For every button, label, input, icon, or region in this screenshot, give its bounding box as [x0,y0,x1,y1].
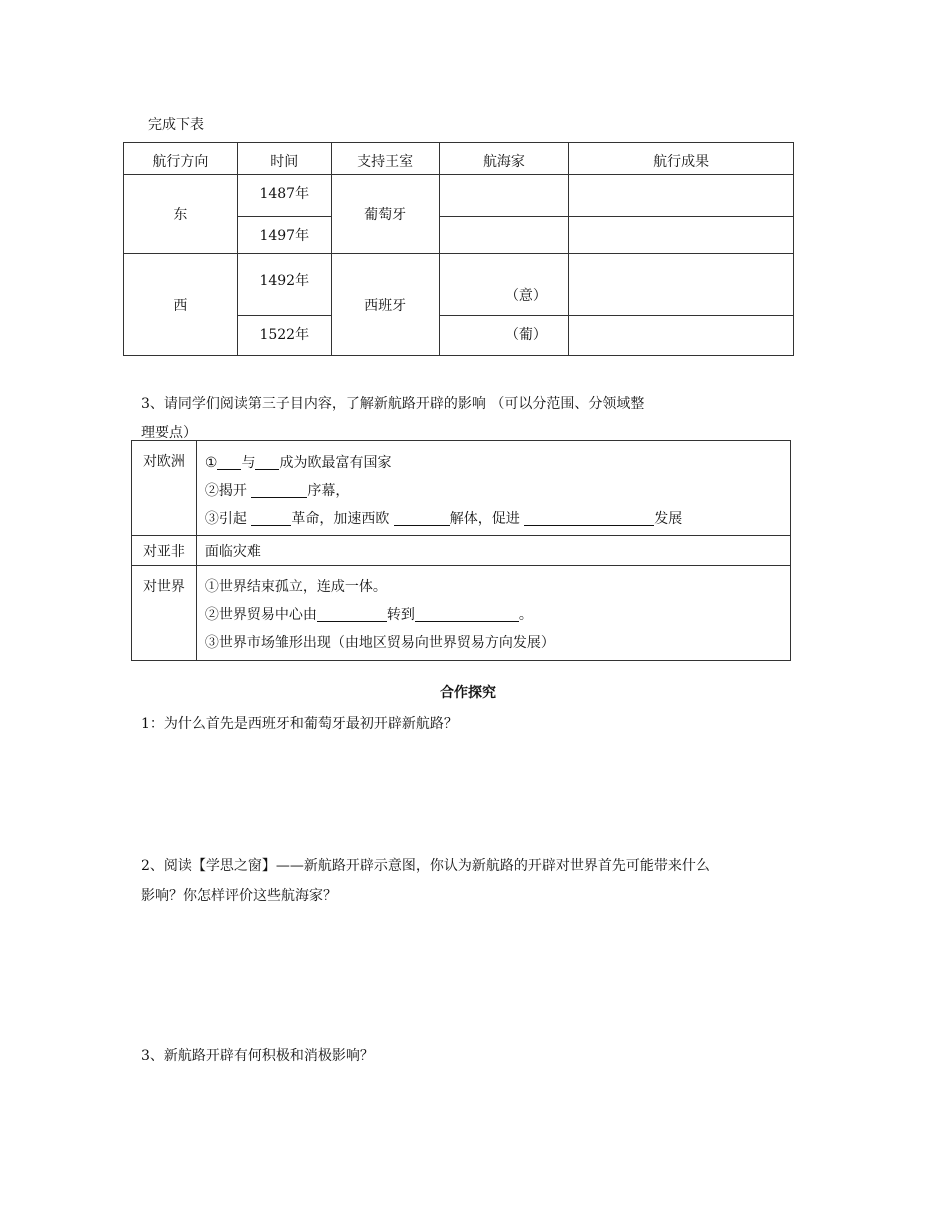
east-result-1 [569,175,794,217]
europe-line-2: ②揭开 序幕， [204,483,350,499]
header-time: 时间 [237,143,331,175]
question-2-line2: 影响？你怎样评价这些航海家？ [141,888,337,904]
blank[interactable] [317,605,387,622]
table-row [124,254,794,316]
blank[interactable] [217,453,241,470]
west-navigator-1 [439,254,569,316]
header-royal: 支持王室 [331,143,439,175]
europe-line-3: ③引起 革命，加速西欧 解体，促进 发展 [204,511,683,527]
question-3: 3、新航路开辟有何积极和消极影响？ [141,1048,374,1064]
west-navigator-2 [439,316,569,356]
west-result-1 [569,254,794,316]
blank[interactable] [255,453,279,470]
blank[interactable] [251,509,291,526]
west-year-1: 1492年 [237,254,331,316]
blank[interactable] [394,509,450,526]
west-royal-cell: 西班牙 [331,254,439,356]
section3-line2: 理要点） [141,425,197,441]
header-direction: 航行方向 [124,143,238,175]
cooperation-title: 合作探究 [440,685,496,701]
blank[interactable] [524,509,654,526]
header-navigator: 航海家 [439,143,569,175]
europe-content [196,441,790,536]
world-line-1: ①世界结束孤立，连成一体。 [204,579,387,595]
navigator-note-portugal: （葡） [504,327,547,343]
world-content [196,566,790,661]
asia-africa-label: 对亚非 [132,536,197,566]
table-row [132,566,791,661]
east-navigator-1 [439,175,569,217]
table-row [132,441,791,536]
table-intro: 完成下表 [148,117,204,133]
west-year-2: 1522年 [237,316,331,356]
world-line-2: ②世界贸易中心由 转到 。 [204,607,533,623]
table-row [132,536,791,566]
impact-table [131,440,791,661]
world-line-3: ③世界市场雏形出现（由地区贸易向世界贸易方向发展） [204,635,555,651]
east-navigator-2 [439,217,569,254]
east-year-2: 1497年 [237,217,331,254]
world-label: 对世界 [132,566,197,661]
west-result-2 [569,316,794,356]
section3-line1: 3、请同学们阅读第三子目内容，了解新航路开辟的影响 （可以分范围、分领域整 [141,396,645,412]
navigator-note-italy: （意） [504,288,547,304]
blank[interactable] [415,605,519,622]
question-1: 1：为什么首先是西班牙和葡萄牙最初开辟新航路？ [141,716,458,732]
europe-line-1: ① 与 成为欧最富有国家 [204,455,392,471]
navigation-table [123,142,794,356]
table-header-row [124,143,794,175]
question-2-line1: 2、阅读【学思之窗】——新航路开辟示意图，你认为新航路的开辟对世界首先可能带来什么 [141,858,710,874]
asia-africa-content: 面临灾难 [196,536,790,566]
table-row [124,175,794,217]
blank[interactable] [251,481,307,498]
east-direction-cell: 东 [124,175,238,254]
west-direction-cell: 西 [124,254,238,356]
east-year-1: 1487年 [237,175,331,217]
header-result: 航行成果 [569,143,794,175]
east-result-2 [569,217,794,254]
europe-label: 对欧洲 [132,441,197,536]
east-royal-cell: 葡萄牙 [331,175,439,254]
